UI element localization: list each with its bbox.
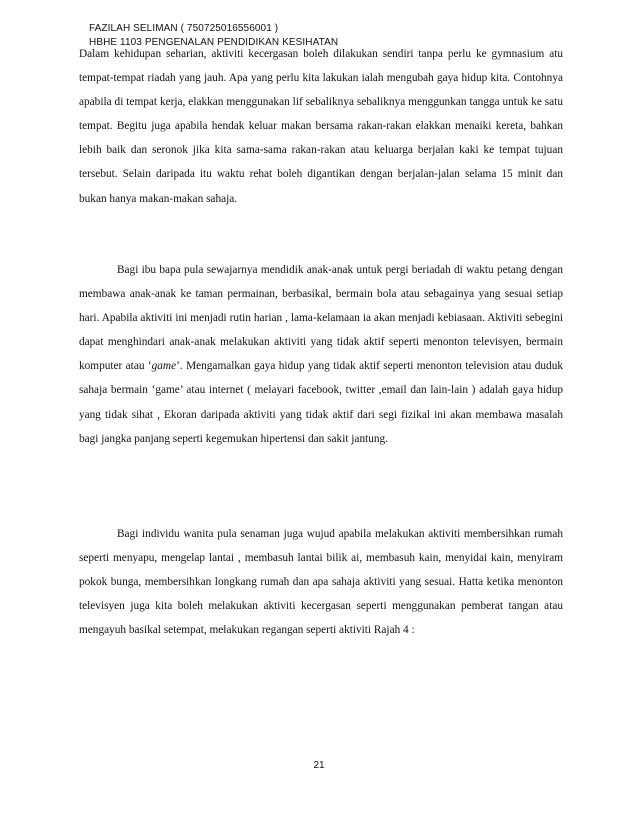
header-author-line: FAZILAH SELIMAN ( 750725016556001 ) bbox=[89, 23, 279, 34]
page-number: 21 bbox=[313, 760, 325, 771]
paragraph-2-italic-game: game bbox=[151, 360, 177, 373]
paragraph-2-text-start: Bagi ibu bapa pula sewajarnya mendidik anak-anak untuk pergi beriadah di waktu petang dengan membawa anak-anak ke taman permainan, berbasikal, bermain bola atau sebagainya yang sesuai setiap hari. Apabila aktiviti ini menjadi rutin harian , lama-kelamaan ia akan menjadi kebiasaan. Aktiviti sebegini dapat menghindari anak-anak melakukan aktiviti yang tidak aktif seperti menonton televisyen, bermain komputer atau ‘ bbox=[79, 264, 563, 373]
paragraph-2 bbox=[79, 258, 563, 451]
paragraph-1-block bbox=[79, 42, 563, 211]
header-course-line: HBHE 1103 PENGENALAN PENDIDIKAN KESIHATAN bbox=[89, 37, 339, 48]
paragraph-3-block bbox=[79, 522, 563, 642]
paragraph-2-text-end: ’. Mengamalkan gaya hidup yang tidak aktif seperti menonton television atau duduk sahaja bermain ‘game’ atau internet ( melayari facebook, twitter ,email dan lain-lain ) adalah gaya hidup yang tidak sihat , Ekoran daripada aktiviti yang tidak aktif dari segi fizikal ini akan membawa masalah bagi jangka panjang seperti kegemukan hipertensi dan sakit jantung. bbox=[79, 360, 563, 445]
paragraph-3: Bagi individu wanita pula senaman juga wujud apabila melakukan aktiviti membersihkan rumah seperti menyapu, mengelap lantai , membasuh lantai bilik ai, membasuh kain, menyidai kain, menyiram pokok bunga, membersihkan longkang rumah dan apa sahaja aktiviti yang sesuai. Hatta ketika menonton televisyen juga kita boleh melakukan aktiviti kecergasan seperti menggunakan pemberat tangan atau mengayuh basikal setempat, melakukan regangan seperti aktiviti Rajah 4 : bbox=[79, 528, 563, 637]
paragraph-2-block bbox=[79, 258, 563, 451]
paragraph-1: Dalam kehidupan seharian, aktiviti kecergasan boleh dilakukan sendiri tanpa perlu ke gymnasium atu tempat-tempat riadah yang jauh. Apa yang perlu kita lakukan ialah mengubah gaya hidup kita. Contohnya apabila di tempat kerja, elakkan menggunakan lif sebaliknya sebaliknya menggunkan tangga untuk ke satu tempat. Begitu juga apabila hendak keluar makan bersama rakan-rakan elakkan menaiki kereta, bahkan lebih baik dan seronok jika kita sama-sama rakan-rakan atau keluarga berjalan kaki ke tempat tujuan tersebut. Selain daripada itu waktu rehat boleh digantikan dengan berjalan-jalan selama 15 minit dan bukan hanya makan-makan sahaja. bbox=[79, 48, 563, 205]
